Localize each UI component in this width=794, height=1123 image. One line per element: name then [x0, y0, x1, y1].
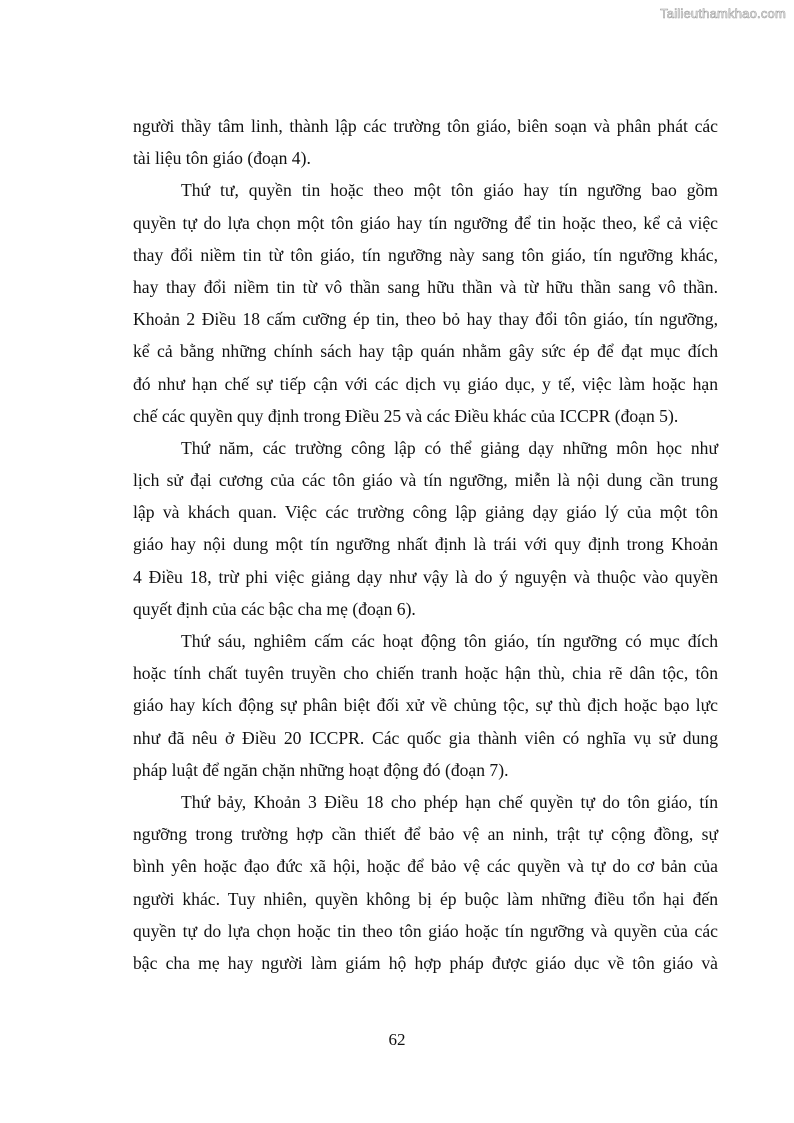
- text-line: quyền tự do lựa chọn hoặc tin theo tôn giáo hoặc tín ngưỡng và quyền của các: [133, 920, 718, 941]
- text-line: đó như hạn chế sự tiếp cận với các dịch vụ giáo dục, y tế, việc làm hoặc hạn: [133, 373, 718, 394]
- text-line: 4 Điều 18, trừ phi việc giảng dạy như vậy là do ý nguyện và thuộc vào quyền: [133, 566, 718, 587]
- text-line: pháp luật để ngăn chặn những hoạt động đó (đoạn 7).: [133, 759, 509, 780]
- text-line: quyết định của các bậc cha mẹ (đoạn 6).: [133, 598, 416, 619]
- paragraph-first-line: Thứ bảy, Khoản 3 Điều 18 cho phép hạn chế quyền tự do tôn giáo, tín: [181, 791, 718, 812]
- page-number: 62: [388, 1030, 406, 1049]
- text-line: quyền tự do lựa chọn một tôn giáo hay tín ngưỡng để tin hoặc theo, kể cả việc: [133, 212, 718, 233]
- text-line: giáo hay nội dung một tín ngưỡng nhất định là trái với quy định trong Khoản: [133, 534, 718, 555]
- text-line: giáo hay kích động sự phân biệt đối xử về chủng tộc, sự thù địch hoặc bạo lực: [133, 695, 718, 716]
- text-line: người khác. Tuy nhiên, quyền không bị ép buộc làm những điều tổn hại đến: [133, 888, 718, 909]
- text-line: ngưỡng trong trường hợp cần thiết để bảo vệ an ninh, trật tự cộng đồng, sự: [133, 824, 718, 845]
- paragraph-first-line: Thứ sáu, nghiêm cấm các hoạt động tôn giáo, tín ngưỡng có mục đích: [181, 631, 718, 651]
- text-line: hay thay đổi niềm tin từ vô thần sang hữu thần và từ hữu thần sang vô thần.: [133, 276, 718, 297]
- text-line: bậc cha mẹ hay người làm giám hộ hợp pháp được giáo dục về tôn giáo và: [133, 952, 718, 973]
- text-line: thay đổi niềm tin từ tôn giáo, tín ngưỡng này sang tôn giáo, tín ngưỡng khác,: [133, 244, 718, 265]
- text-line: bình yên hoặc đạo đức xã hội, hoặc để bảo vệ các quyền và tự do cơ bản của: [133, 856, 718, 877]
- paragraph-first-line: Thứ năm, các trường công lập có thể giảng dạy những môn học như: [181, 437, 718, 458]
- paragraph-first-line: Thứ tư, quyền tin hoặc theo một tôn giáo hay tín ngưỡng bao gồm: [181, 180, 718, 201]
- text-line: hoặc tính chất tuyên truyền cho chiến tranh hoặc hận thù, chia rẽ dân tộc, tôn: [133, 663, 718, 684]
- watermark: Tailieuthamkhao.com: [660, 6, 786, 21]
- text-line: lập và khách quan. Việc các trường công lập giảng dạy giáo lý của một tôn: [133, 502, 718, 523]
- page-body-text: [133, 110, 718, 979]
- text-line: người thầy tâm linh, thành lập các trường tôn giáo, biên soạn và phân phát các: [133, 116, 718, 136]
- text-line: chế các quyền quy định trong Điều 25 và các Điều khác của ICCPR (đoạn 5).: [133, 405, 679, 426]
- text-line: tài liệu tôn giáo (đoạn 4).: [133, 148, 311, 169]
- text-line: lịch sử đại cương của các tôn giáo và tín ngưỡng, miễn là nội dung cần trung: [133, 470, 718, 491]
- text-line: Khoản 2 Điều 18 cấm cưỡng ép tin, theo bỏ hay thay đổi tôn giáo, tín ngưỡng,: [133, 309, 718, 330]
- text-line: kể cả bằng những chính sách hay tập quán nhằm gây sức ép để đạt mục đích: [133, 341, 718, 362]
- text-line: như đã nêu ở Điều 20 ICCPR. Các quốc gia thành viên có nghĩa vụ sử dung: [133, 727, 718, 748]
